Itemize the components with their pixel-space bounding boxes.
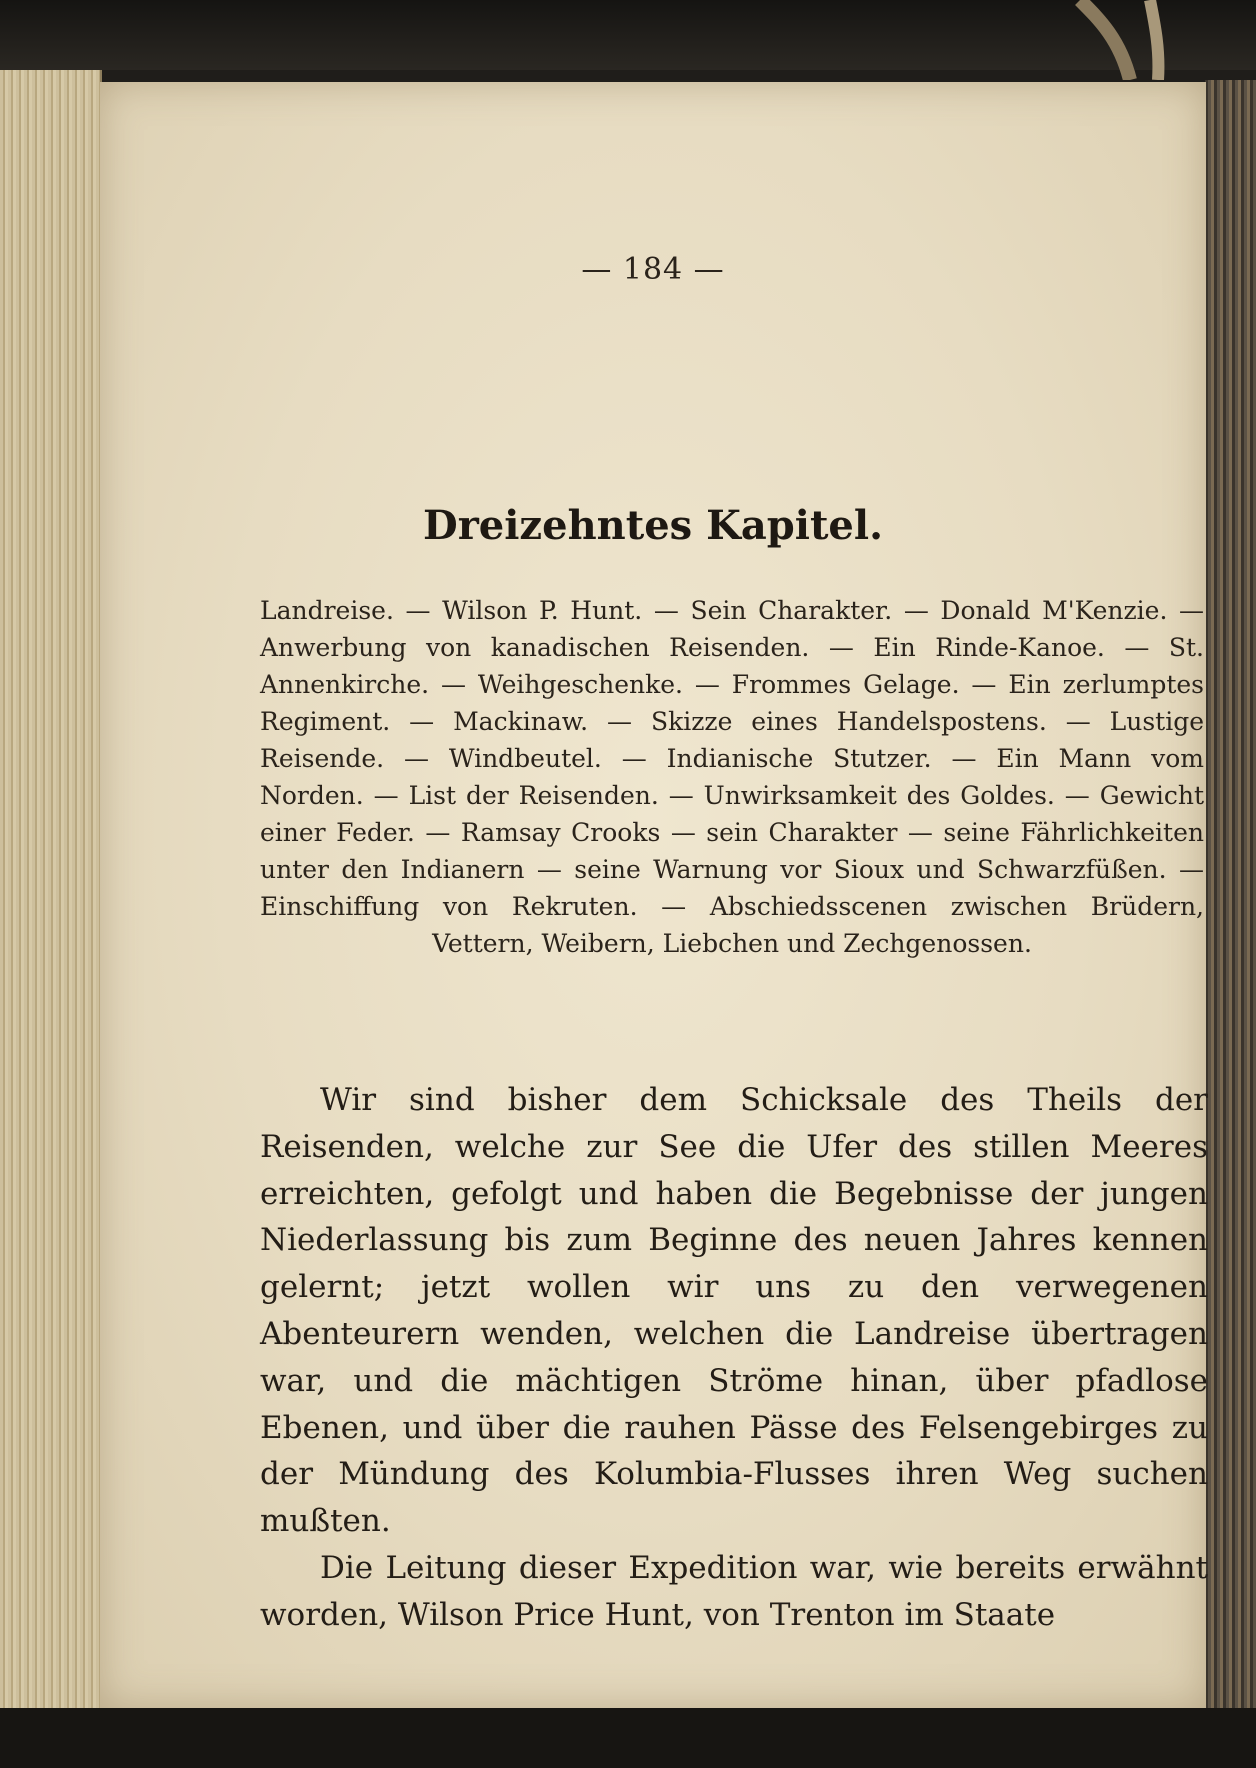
book-page	[100, 82, 1206, 1708]
scan-background-bottom	[0, 1708, 1256, 1768]
page-number: — 184 —	[581, 252, 725, 287]
book-page-edges-left	[0, 70, 102, 1730]
body-text	[260, 1077, 1208, 1639]
chapter-title: Dreizehntes Kapitel.	[423, 502, 883, 549]
book-page-edges-right	[1205, 80, 1256, 1710]
chapter-summary: Landreise. — Wilson P. Hunt. — Sein Charakter. — Donald M'Kenzie. — Anwerbung von kanadischen Reisenden. — Ein Rinde-Kanoe. — St. Annenkirche. — Weihgeschenke. — Frommes Gelage. — Ein zerlumptes Regiment. — Mackinaw. — Skizze eines Handelspostens. — Lustige Reisende. — Windbeutel. — Indianische Stutzer. — Ein Mann vom Norden. — List der Reisenden. — Unwirksamkeit des Goldes. — Gewicht einer Feder. — Ramsay Crooks — sein Charakter — seine Fährlichkeiten unter den Indianern — seine Warnung vor Sioux und Schwarzfüßen. — Einschiffung von Rekruten. — Abschiedsscenen zwischen Brüdern, Vettern, Weibern, Liebchen und Zechgenossen.	[260, 596, 1204, 958]
bookmark-ribbon	[1060, 0, 1210, 80]
paragraph: Wir sind bisher dem Schicksale des Theils der Reisenden, welche zur See die Ufer des stillen Meeres erreichten, gefolgt und haben die Begebnisse der jungen Niederlassung bis zum Beginne des neuen Jahres kennen gelernt; jetzt wollen wir uns zu den verwegenen Abenteurern wenden, welchen die Landreise übertragen war, und die mächtigen Ströme hinan, über pfadlose Ebenen, und über die rauhen Pässe des Felsengebirges zu der Mündung des Kolumbia-Flusses ihren Weg suchen mußten.	[260, 1082, 1208, 1540]
paragraph: Die Leitung dieser Expedition war, wie bereits erwähnt worden, Wilson Price Hunt, von Trenton im Staate	[260, 1549, 1208, 1633]
